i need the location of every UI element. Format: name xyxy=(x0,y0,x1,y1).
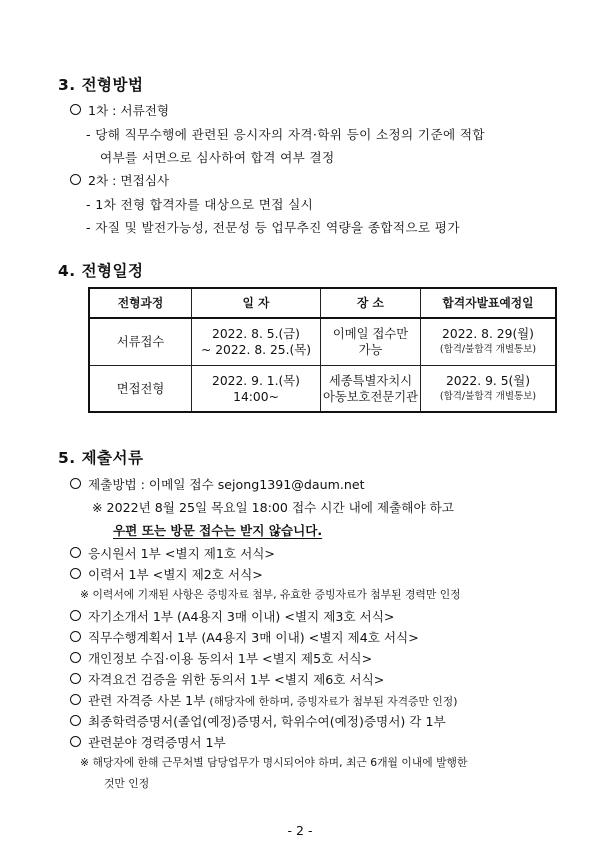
stage2-detail-2: - 자질 및 발전가능성, 전문성 등 업무추진 역량을 종합적으로 평가 xyxy=(86,220,460,235)
section-5-title: 5. 제출서류 xyxy=(58,449,144,467)
table-row xyxy=(321,319,421,366)
doc-item-career: 관련분야 경력증명서 1부 xyxy=(88,735,226,750)
table-header-announce: 합격자발표예정일 xyxy=(421,289,555,319)
doc-item-certificate-label: 관련 자격증 사본 1부 xyxy=(88,693,206,708)
doc-item-application: 응시원서 1부 <별지 제1호 서식> xyxy=(88,546,275,561)
cell-place-1: 이메일 접수만 xyxy=(332,327,409,341)
cell-date-start: 2022. 9. 1.(목) xyxy=(212,373,300,388)
cell-date-start: 2022. 8. 5.(금) xyxy=(212,327,300,341)
submit-method-warning: 우편 또는 방문 접수는 받지 않습니다. xyxy=(113,523,323,538)
cell-date-end: ~ 2022. 8. 25.(목) xyxy=(201,343,311,357)
page-number: - 2 - xyxy=(287,823,313,838)
table-row xyxy=(192,366,321,411)
doc-item-education: 최종학력증명서(졸업(예정)증명서, 학위수여(예정)증명서) 각 1부 xyxy=(88,714,446,729)
resume-note: ※ 이력서에 기재된 사항은 증빙자료 첨부, 유효한 증빙자료가 첨부된 경력만 인정 xyxy=(80,588,461,601)
circle-bullet xyxy=(70,715,81,726)
doc-item-privacy: 개인정보 수집·이용 동의서 1부 <별지 제5호 서식> xyxy=(88,651,373,666)
cell-place-2: 아동보호전문기관 xyxy=(322,389,419,404)
circle-bullet xyxy=(70,673,81,684)
doc-item-resume: 이력서 1부 <별지 제2호 서식> xyxy=(88,567,263,582)
stage1-label: 1차 : 서류전형 xyxy=(88,103,170,118)
cell-place-1: 세종특별자치시 xyxy=(328,373,413,388)
table-row xyxy=(421,319,555,366)
submit-method-note: ※ 2022년 8월 25일 목요일 18:00 접수 시간 내에 제출해야 하고 xyxy=(92,500,454,515)
cell-date-end: 14:00~ xyxy=(233,389,279,404)
circle-bullet xyxy=(70,568,81,579)
cell-place-2: 가능 xyxy=(358,343,383,357)
circle-bullet xyxy=(70,478,81,489)
cell-announce-note: (합격/불합격 개별통보) xyxy=(439,390,537,402)
doc-item-self-intro: 자기소개서 1부 (A4용지 3매 이내) <별지 제3호 서식> xyxy=(88,609,395,624)
table-row xyxy=(90,366,192,411)
doc-item-plan: 직무수행계획서 1부 (A4용지 3매 이내) <별지 제4호 서식> xyxy=(88,630,419,645)
cell-announce-date: 2022. 9. 5(월) xyxy=(445,373,531,388)
circle-bullet xyxy=(70,736,81,747)
doc-item-certificate xyxy=(88,690,457,709)
circle-bullet xyxy=(70,104,81,115)
cell-process: 면접전형 xyxy=(116,381,165,396)
section-4-title: 4. 전형일정 xyxy=(58,262,144,280)
table-row xyxy=(192,319,321,366)
table-header-process: 전형과정 xyxy=(90,289,192,319)
submit-method: 제출방법 : 이메일 접수 sejong1391@daum.net xyxy=(88,477,365,492)
doc-item-verification: 자격요건 검증을 위한 동의서 1부 <별지 제6호 서식> xyxy=(88,672,385,687)
career-note-1: ※ 해당자에 한해 근무처별 담당업무가 명시되어야 하며, 최근 6개월 이내에 발행한 xyxy=(80,756,468,769)
table-header-date: 일 자 xyxy=(192,289,321,319)
stage2-detail-1: - 1차 전형 합격자를 대상으로 면접 실시 xyxy=(86,197,314,212)
career-note-2: 것만 인정 xyxy=(104,777,150,790)
section-3-title: 3. 전형방법 xyxy=(58,76,144,94)
doc-item-certificate-note: (해당자에 한하며, 증빙자료가 첨부된 자격증만 인정) xyxy=(209,695,458,708)
circle-bullet xyxy=(70,547,81,558)
circle-bullet xyxy=(70,174,81,185)
table-row xyxy=(90,319,192,366)
circle-bullet xyxy=(70,652,81,663)
table-row xyxy=(321,366,421,411)
circle-bullet xyxy=(70,610,81,621)
circle-bullet xyxy=(70,694,81,705)
cell-announce-note: (합격/불합격 개별통보) xyxy=(439,344,537,355)
stage2-label: 2차 : 면접심사 xyxy=(88,173,170,188)
stage1-detail-2: 여부를 서면으로 심사하여 합격 여부 결정 xyxy=(100,150,335,165)
schedule-table xyxy=(88,287,557,413)
table-header-place: 장 소 xyxy=(321,289,421,319)
cell-process: 서류접수 xyxy=(116,335,165,349)
table-row xyxy=(421,366,555,411)
circle-bullet xyxy=(70,631,81,642)
cell-announce-date: 2022. 8. 29(월) xyxy=(442,327,534,341)
stage1-detail-1: - 당해 직무수행에 관련된 응시자의 자격·학위 등이 소정의 기준에 적합 xyxy=(86,127,485,142)
